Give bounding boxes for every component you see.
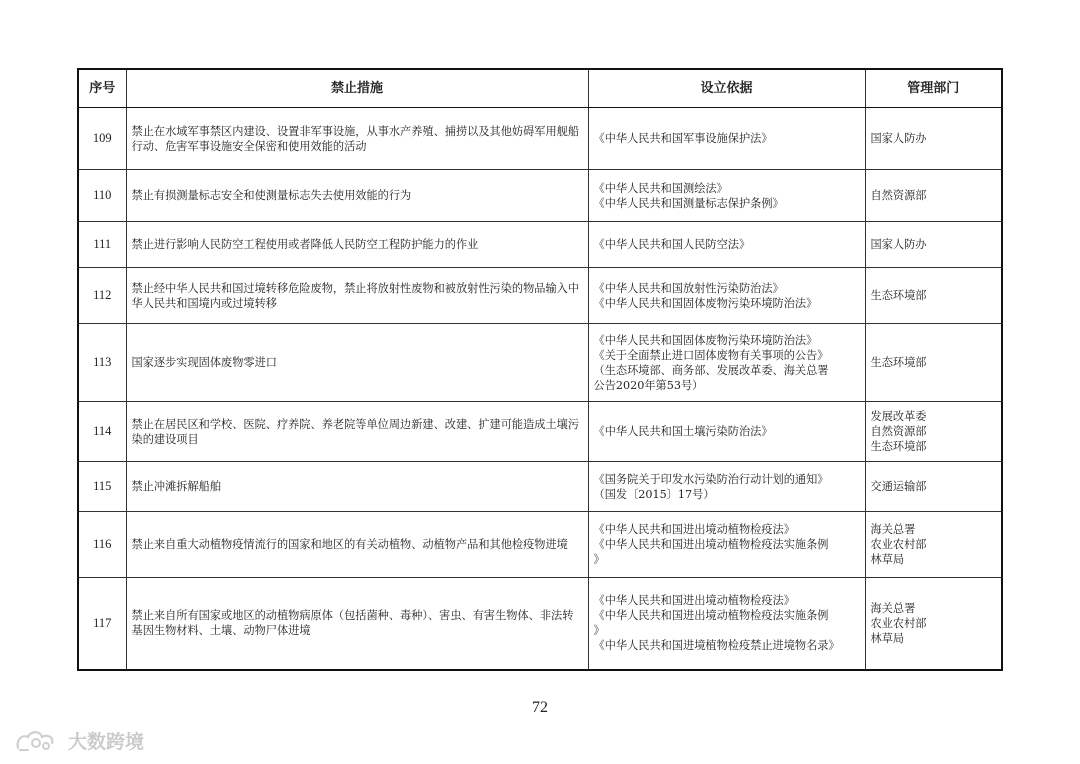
row-number: 117 — [78, 578, 126, 670]
measure-cell: 禁止冲滩拆解船舶 — [126, 462, 588, 512]
row-number: 110 — [78, 170, 126, 222]
table-row — [78, 512, 1002, 578]
department-cell — [865, 512, 1002, 578]
row-number: 115 — [78, 462, 126, 512]
table-row — [78, 578, 1002, 670]
basis-cell — [588, 462, 865, 512]
basis-line: 《中华人民共和国土壤污染防治法》 — [593, 425, 773, 438]
department-line: 海关总署 — [870, 601, 916, 615]
department-line: 农业农村部 — [870, 616, 927, 630]
table-header-row — [78, 69, 1002, 108]
basis-cell — [588, 324, 865, 402]
cloud-logo-icon — [14, 728, 64, 754]
basis-line: （国发〔2015〕17号） — [593, 487, 715, 501]
table-row — [78, 170, 1002, 222]
basis-line: 《中华人民共和国进出境动植物检疫法》 — [593, 594, 795, 608]
row-number: 111 — [78, 222, 126, 268]
department-line: 林草局 — [870, 553, 905, 566]
basis-line: 》 — [593, 553, 605, 566]
basis-line: 《中华人民共和国进境植物检疫禁止进境物名录》 — [593, 639, 840, 653]
basis-line: 《中华人民共和国人民防空法》 — [593, 238, 751, 251]
watermark — [14, 727, 144, 754]
department-cell — [865, 268, 1002, 324]
department-line: 林草局 — [870, 631, 905, 645]
department-cell — [865, 170, 1002, 222]
measure-cell: 国家逐步实现固体废物零进口 — [126, 324, 588, 402]
table-row — [78, 268, 1002, 324]
department-line: 自然资源部 — [870, 189, 927, 202]
basis-line: 《中华人民共和国测量标志保护条例》 — [593, 196, 784, 210]
row-number: 112 — [78, 268, 126, 324]
row-number: 109 — [78, 108, 126, 170]
basis-cell — [588, 170, 865, 222]
table-row — [78, 462, 1002, 512]
department-line: 生态环境部 — [870, 440, 927, 453]
measure-cell: 禁止来自重大动植物疫情流行的国家和地区的有关动植物、动植物产品和其他检疫物进境 — [126, 512, 588, 578]
row-number: 114 — [78, 402, 126, 462]
department-line: 生态环境部 — [870, 356, 927, 369]
table-row — [78, 324, 1002, 402]
basis-line: 《中华人民共和国测绘法》 — [593, 181, 728, 195]
measure-cell: 禁止进行影响人民防空工程使用或者降低人民防空工程防护能力的作业 — [126, 222, 588, 268]
department-cell — [865, 222, 1002, 268]
basis-cell — [588, 512, 865, 578]
basis-cell — [588, 402, 865, 462]
header-measure: 禁止措施 — [126, 69, 588, 108]
header-no: 序号 — [78, 69, 126, 108]
basis-line: 《中华人民共和国固体废物污染环境防治法》 — [593, 296, 818, 310]
department-cell — [865, 108, 1002, 170]
row-number: 116 — [78, 512, 126, 578]
basis-line: 《中华人民共和国固体废物污染环境防治法》 — [593, 333, 818, 347]
department-cell — [865, 402, 1002, 462]
department-line: 国家人防办 — [870, 132, 927, 145]
basis-line: 《中华人民共和国放射性污染防治法》 — [593, 281, 784, 295]
department-cell — [865, 462, 1002, 512]
department-cell — [865, 578, 1002, 670]
basis-line: 《国务院关于印发水污染防治行动计划的通知》 — [593, 472, 829, 486]
measure-cell: 禁止来自所有国家或地区的动植物病原体（包括菌种、毒种）、害虫、有害生物体、非法转基因生物材料、土壤、动物尸体进境 — [126, 578, 588, 670]
department-line: 交通运输部 — [870, 480, 927, 493]
watermark-text: 大数跨境 — [68, 731, 145, 753]
department-line: 生态环境部 — [870, 289, 927, 302]
department-line: 自然资源部 — [870, 425, 927, 438]
basis-cell — [588, 108, 865, 170]
table-row — [78, 402, 1002, 462]
department-line: 农业农村部 — [870, 538, 927, 551]
measure-cell: 禁止在居民区和学校、医院、疗养院、养老院等单位周边新建、改建、扩建可能造成土壤污染的建设项目 — [126, 402, 588, 462]
table-row — [78, 108, 1002, 170]
basis-line: （生态环境部、商务部、发展改革委、海关总署 — [593, 363, 829, 377]
department-line: 国家人防办 — [870, 238, 927, 251]
measure-cell: 禁止经中华人民共和国过境转移危险废物，禁止将放射性废物和被放射性污染的物品输入中华人民共和国境内或过境转移 — [126, 268, 588, 324]
basis-line: 》 — [593, 624, 605, 638]
basis-cell — [588, 578, 865, 670]
measure-cell: 禁止有损测量标志安全和使测量标志失去使用效能的行为 — [126, 170, 588, 222]
header-basis: 设立依据 — [588, 69, 865, 108]
basis-cell — [588, 222, 865, 268]
department-line: 发展改革委 — [870, 410, 927, 423]
table-body — [78, 108, 1002, 670]
basis-line: 《关于全面禁止进口固体废物有关事项的公告》 — [593, 348, 829, 362]
basis-line: 公告2020年第53号） — [593, 378, 704, 392]
basis-line: 《中华人民共和国进出境动植物检疫法》 — [593, 523, 795, 536]
department-line: 海关总署 — [870, 523, 916, 536]
basis-line: 《中华人民共和国进出境动植物检疫法实施条例 — [593, 609, 829, 623]
basis-cell — [588, 268, 865, 324]
table-row — [78, 222, 1002, 268]
header-department: 管理部门 — [865, 69, 1002, 108]
basis-line: 《中华人民共和国军事设施保护法》 — [593, 132, 773, 145]
basis-line: 《中华人民共和国进出境动植物检疫法实施条例 — [593, 538, 829, 551]
measure-cell: 禁止在水域军事禁区内建设、设置非军事设施，从事水产养殖、捕捞以及其他妨碍军用舰船行动、危害军事设施安全保密和使用效能的活动 — [126, 108, 588, 170]
page-number: 72 — [532, 699, 548, 716]
row-number: 113 — [78, 324, 126, 402]
department-cell — [865, 324, 1002, 402]
regulation-table — [77, 68, 1003, 671]
